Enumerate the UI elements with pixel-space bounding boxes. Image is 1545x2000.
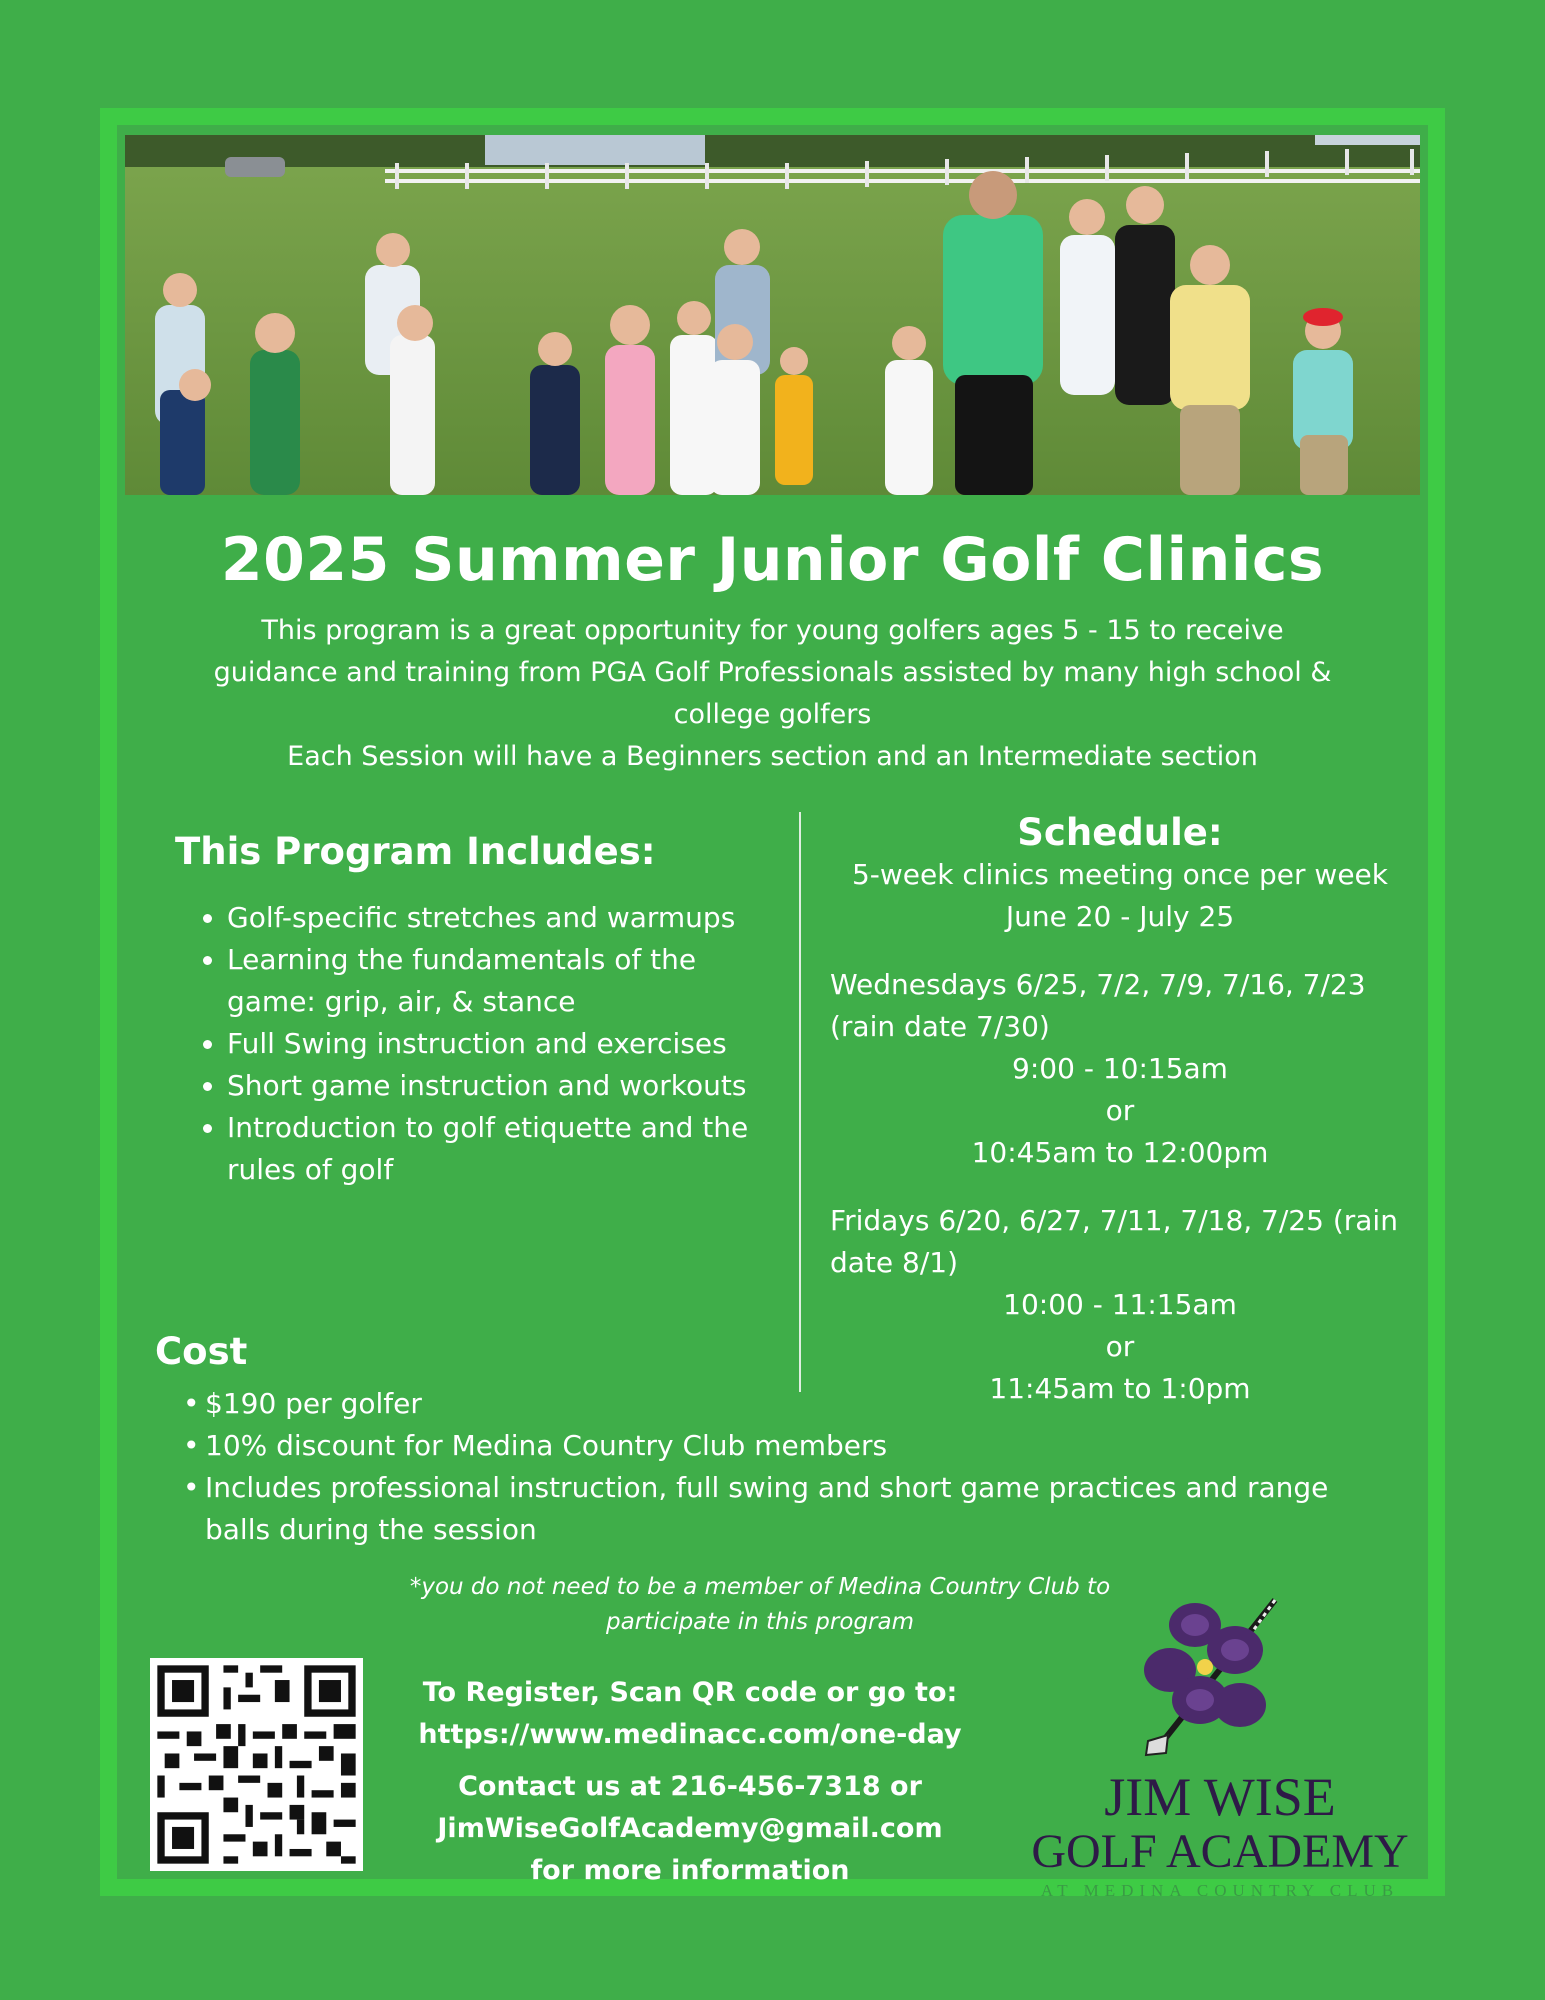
wednesdays-time-2: 10:45am to 12:00pm: [971, 1136, 1269, 1169]
fridays-time-1: 10:00 - 11:15am: [1003, 1288, 1237, 1321]
program-intro: [150, 610, 1395, 778]
list-item: • Short game instruction and workouts: [227, 1065, 775, 1107]
membership-note: [360, 1570, 1160, 1640]
list-item: • Introduction to golf etiquette and the rules of golf: [227, 1107, 775, 1191]
schedule-date-range: June 20 - July 25: [1005, 900, 1235, 933]
page-title: 2025 Summer Junior Golf Clinics: [220, 525, 1325, 595]
cost-section: [155, 1330, 1355, 1551]
note-line: participate in this program: [605, 1609, 914, 1635]
list-item: • 10% discount for Medina Country Club members: [183, 1425, 1355, 1467]
list-item: • Golf-specific stretches and warmups: [227, 897, 775, 939]
logo-line-3: AT MEDINA COUNTRY CLUB: [1040, 1881, 1400, 1900]
intro-line: This program is a great opportunity for young golfers ages 5 - 15 to receive: [261, 615, 1284, 646]
list-item: • Learning the fundamentals of the game: grip, air, & stance: [227, 939, 775, 1023]
cost-list: [155, 1383, 1355, 1551]
contact-info-tail: for more information: [530, 1855, 850, 1886]
schedule-section: [830, 812, 1410, 1410]
list-item: • Full Swing instruction and exercises: [227, 1023, 775, 1065]
wednesdays-time-1: 9:00 - 10:15am: [1012, 1052, 1228, 1085]
fridays-or: or: [1105, 1330, 1135, 1363]
schedule-heading: Schedule:: [1017, 811, 1223, 854]
logo-line-2: GOLF ACADEMY: [1031, 1825, 1409, 1878]
academy-logo: [1020, 1768, 1420, 1904]
list-item: • Includes professional instruction, full swing and short game practices and range balls during the session: [183, 1467, 1355, 1551]
includes-heading: This Program Includes:: [175, 830, 656, 873]
register-link[interactable]: https://www.medinacc.com/one-day: [418, 1719, 962, 1750]
registration-info: [390, 1672, 990, 1892]
wednesdays-or: or: [1105, 1094, 1135, 1127]
note-line: *you do not need to be a member of Medina Country Club to: [409, 1574, 1111, 1600]
includes-list: [175, 897, 775, 1191]
intro-line: guidance and training from PGA Golf Professionals assisted by many high school &: [213, 657, 1332, 688]
logo-line-1: JIM WISE: [1104, 1767, 1336, 1827]
junior-golfers-photo: [125, 135, 1420, 495]
fridays-dates: Fridays 6/20, 6/27, 7/11, 7/18, 7/25 (rain date 8/1): [830, 1204, 1398, 1279]
qr-code-icon[interactable]: [150, 1658, 363, 1871]
wednesdays-dates: Wednesdays 6/25, 7/2, 7/9, 7/16, 7/23 (rain date 7/30): [830, 968, 1366, 1043]
contact-email[interactable]: JimWiseGolfAcademy@gmail.com: [437, 1813, 943, 1844]
schedule-summary: 5-week clinics meeting once per week: [851, 858, 1389, 891]
intro-line: college golfers: [673, 699, 872, 730]
violet-flower-golf-club-icon: [1140, 1595, 1290, 1760]
contact-phone: Contact us at 216-456-7318 or: [458, 1771, 922, 1802]
fridays-time-2: 11:45am to 1:0pm: [989, 1372, 1251, 1405]
cost-heading: Cost: [155, 1330, 248, 1373]
intro-line: Each Session will have a Beginners section and an Intermediate section: [287, 741, 1258, 772]
program-includes-section: [175, 830, 775, 1191]
list-item: • $190 per golfer: [183, 1383, 1355, 1425]
column-divider: [799, 812, 801, 1392]
register-instruction: To Register, Scan QR code or go to:: [422, 1677, 958, 1708]
